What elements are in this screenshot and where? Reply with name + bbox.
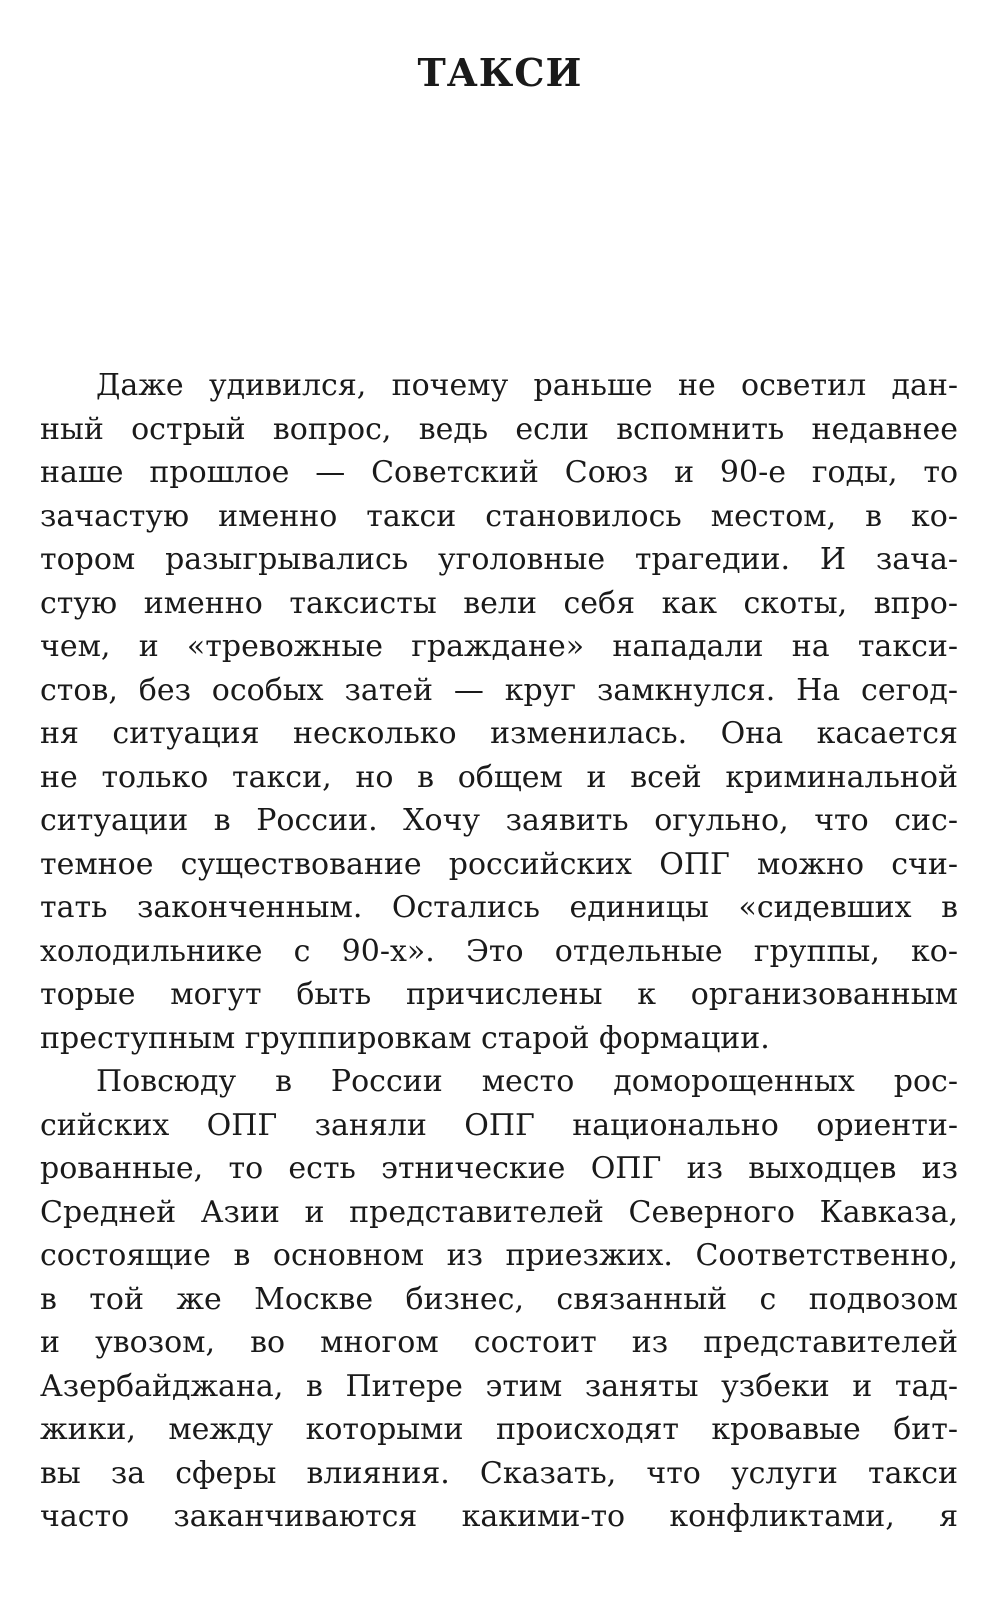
text-line: рованные, то есть этнические ОПГ из выходцев из	[40, 1151, 958, 1186]
text-line: Даже удивился, почему раньше не осветил дан-	[96, 368, 958, 403]
text-line: преступным группировкам старой формации.	[40, 1020, 770, 1056]
text-line: чем, и «тревожные граждане» нападали на такси-	[40, 629, 958, 664]
text-line: Повсюду в России место доморощенных рос-	[96, 1064, 958, 1099]
text-line: наше прошлое — Советский Союз и 90-е годы, то	[40, 455, 958, 490]
paragraph-1	[40, 364, 958, 1060]
text-line: и увозом, во многом состоит из представителей	[40, 1325, 958, 1360]
text-line: ситуации в России. Хочу заявить огульно, что сис-	[40, 803, 958, 838]
text-line: зачастую именно такси становилось местом, в ко-	[40, 498, 958, 534]
text-line: тать законченным. Остались единицы «сидевших в	[40, 890, 958, 925]
paragraph-2	[40, 1060, 958, 1539]
body-text	[40, 364, 958, 1539]
text-line: в той же Москве бизнес, связанный с подвозом	[40, 1281, 958, 1317]
text-line: Азербайджана, в Питере этим заняты узбеки и тад-	[40, 1368, 958, 1404]
text-line: вы за сферы влияния. Сказать, что услуги такси	[40, 1455, 958, 1491]
text-line: состоящие в основном из приезжих. Соответственно,	[40, 1238, 958, 1273]
text-line: тором разыгрывались уголовные трагедии. И зача-	[40, 542, 958, 577]
text-line: ный острый вопрос, ведь если вспомнить недавнее	[40, 411, 958, 447]
text-line: жики, между которыми происходят кровавые бит-	[40, 1412, 958, 1447]
text-line: ня ситуация несколько изменилась. Она касается	[40, 716, 958, 751]
text-line: часто заканчиваются какими-то конфликтами, я	[40, 1499, 958, 1534]
chapter-title: ТАКСИ	[417, 50, 583, 95]
text-line: темное существование российских ОПГ можно счи-	[40, 846, 958, 882]
text-line: стов, без особых затей — круг замкнулся. На сегод-	[40, 672, 958, 708]
text-line: стую именно таксисты вели себя как скоты, впро-	[40, 585, 958, 621]
text-line: сийских ОПГ заняли ОПГ национально ориенти-	[40, 1107, 958, 1143]
text-line: не только такси, но в общем и всей криминальной	[40, 759, 958, 795]
text-line: торые могут быть причислены к организованным	[40, 977, 958, 1012]
text-line: холодильнике с 90-х». Это отдельные группы, ко-	[40, 933, 958, 969]
text-line: Средней Азии и представителей Северного Кавказа,	[40, 1194, 958, 1230]
